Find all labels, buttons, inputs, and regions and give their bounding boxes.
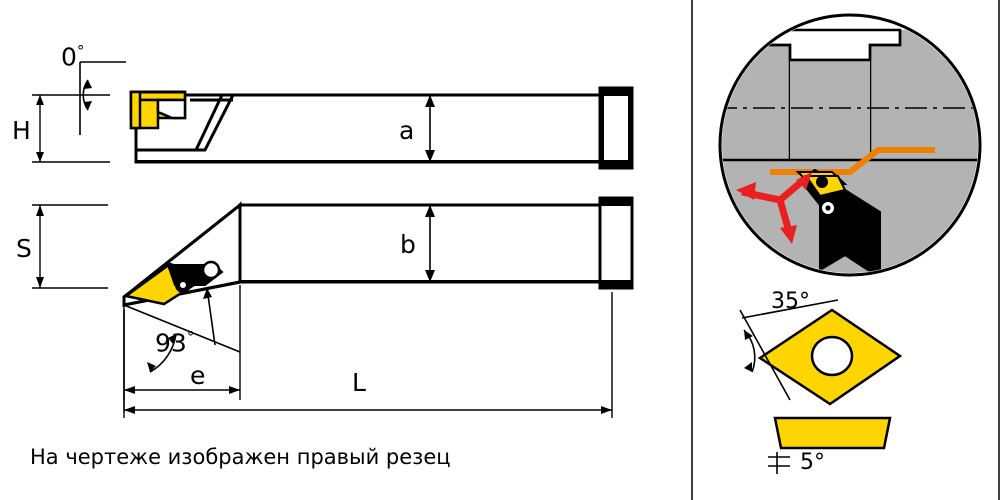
drawing-caption: На чертеже изображен правый резец [30, 445, 451, 469]
label-angle-5: 5° [800, 450, 825, 475]
label-a: a [399, 116, 415, 145]
label-e: e [190, 361, 206, 390]
dimension-S [32, 205, 108, 288]
label-angle-93: 93° [155, 328, 195, 358]
label-angle-zero: 0° [61, 42, 85, 72]
dimension-L [124, 292, 612, 418]
label-b: b [400, 230, 416, 259]
label-angle-35: 35° [771, 289, 810, 314]
angle-zero-indicator [80, 57, 126, 135]
label-H: H [12, 116, 31, 145]
label-S: S [16, 234, 32, 263]
insert-plan-view [740, 300, 900, 404]
detail-view-circle [700, 15, 1000, 280]
side-view-top [131, 88, 632, 168]
dimension-H [32, 95, 110, 162]
insert-side-view [768, 418, 890, 474]
plan-view-bottom [124, 198, 632, 305]
label-L: L [352, 368, 366, 397]
